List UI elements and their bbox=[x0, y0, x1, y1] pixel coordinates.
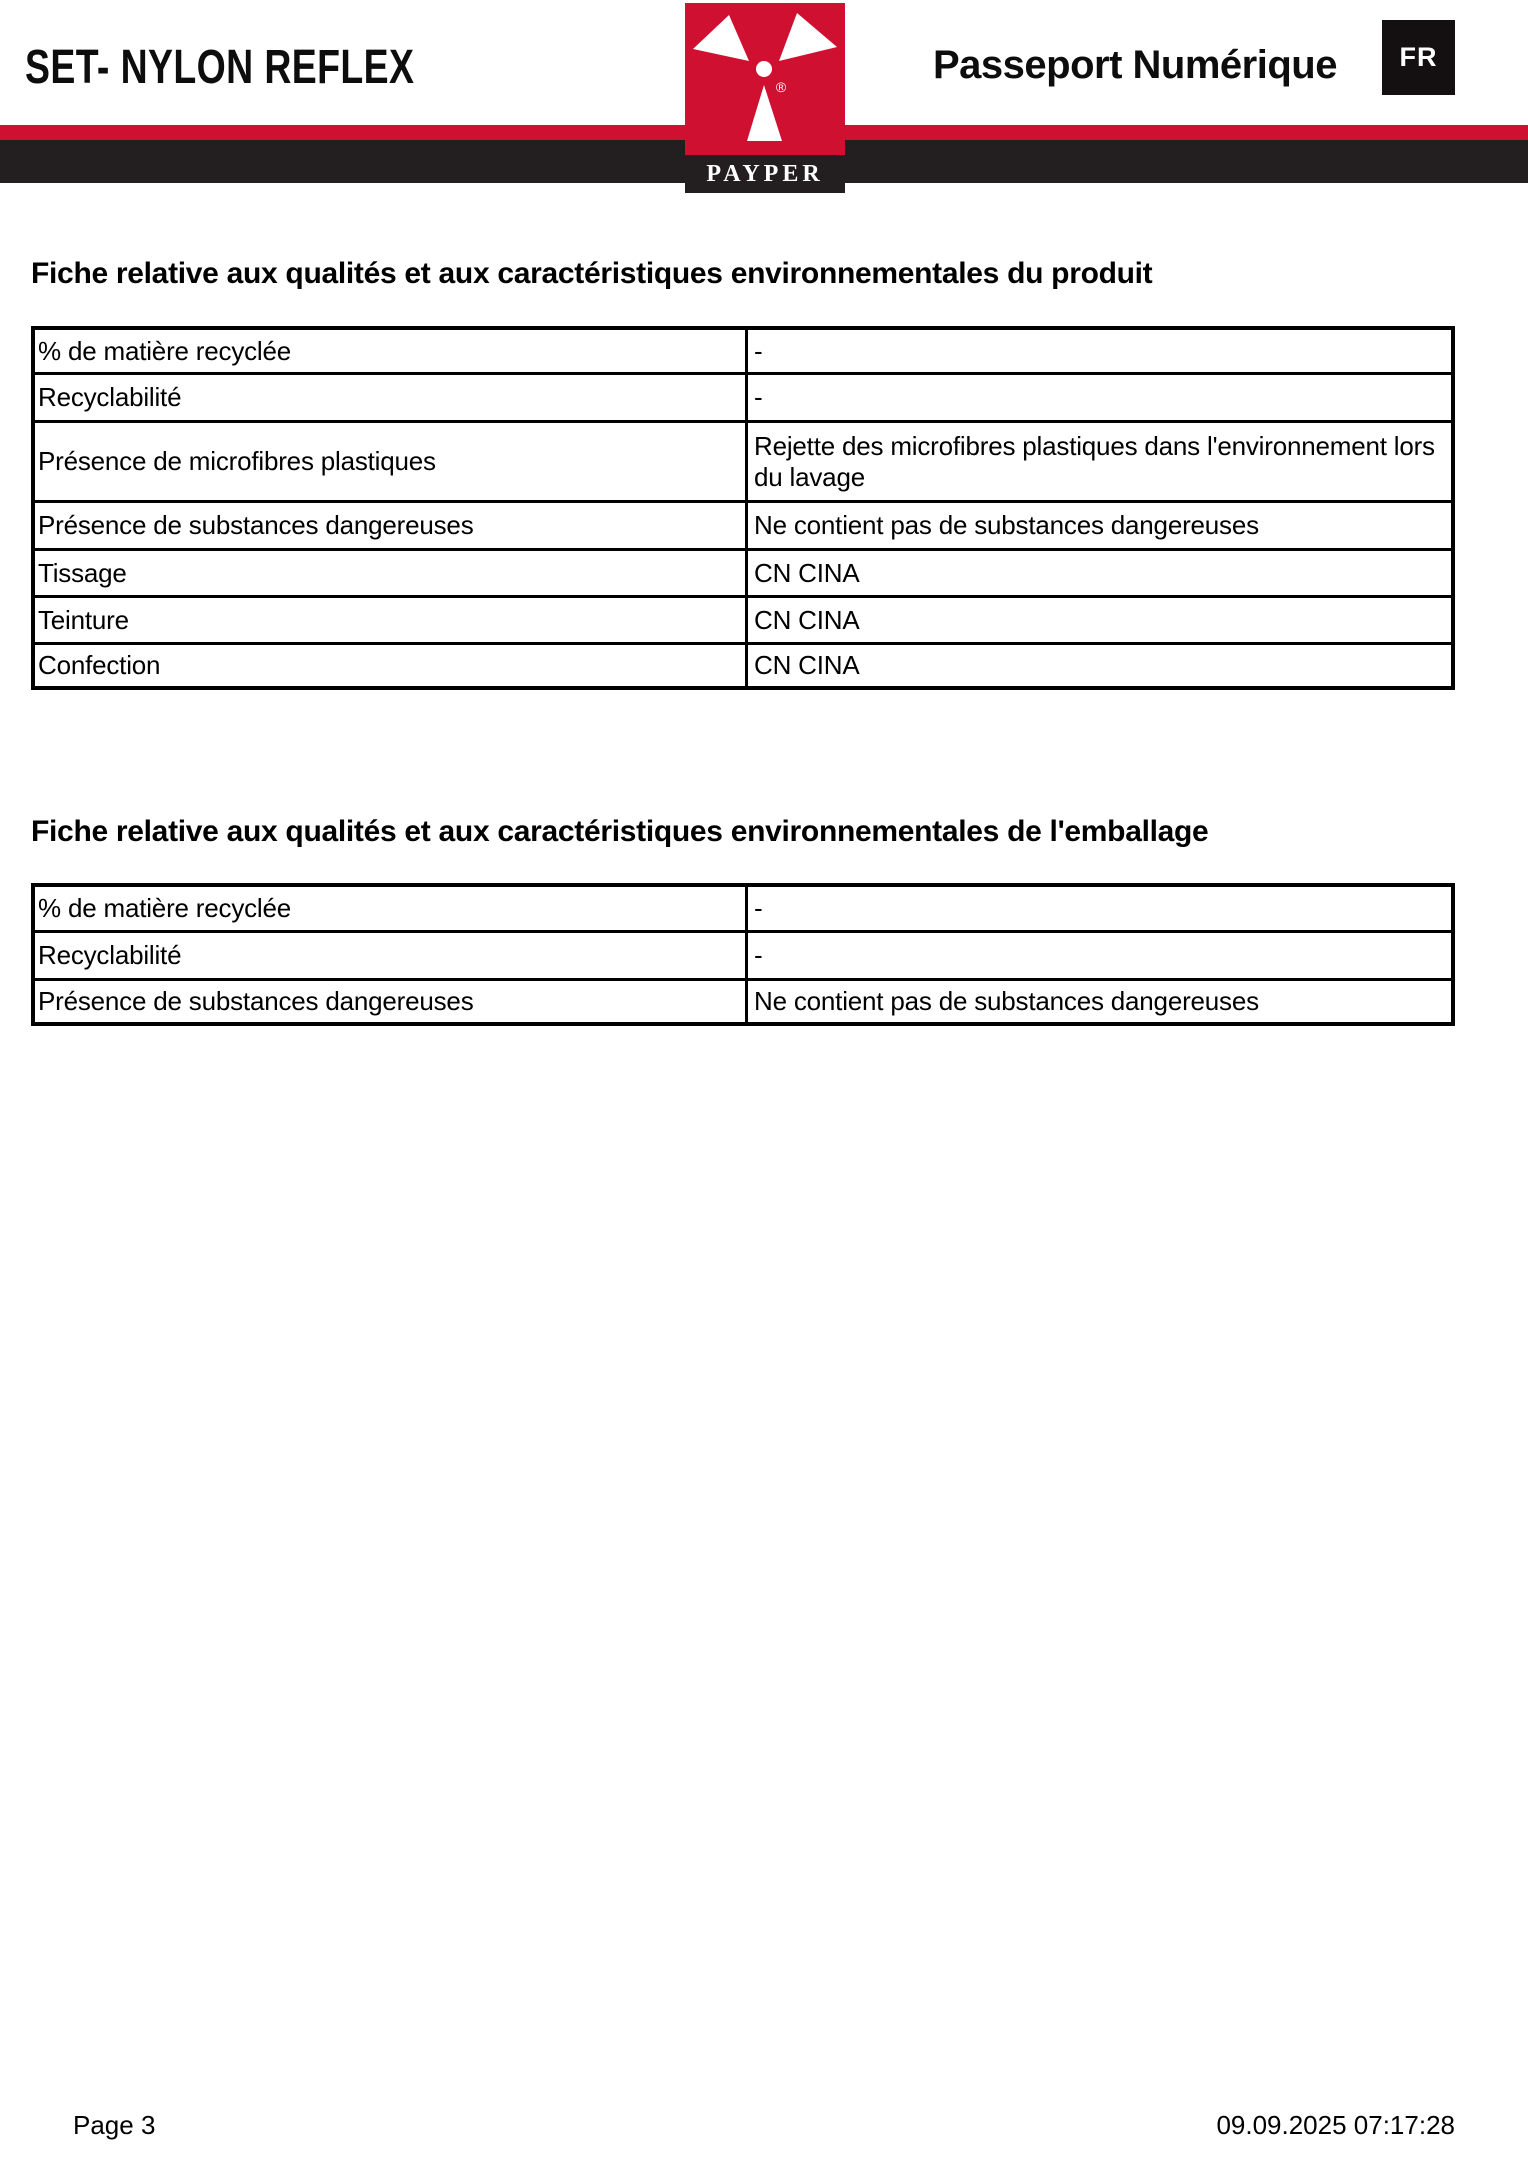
row-value: CN CINA bbox=[745, 595, 1451, 642]
row-value: Rejette des microfibres plastiques dans l'environnement lors du lavage bbox=[745, 420, 1451, 500]
payper-logo-wordmark: PAYPER bbox=[685, 155, 845, 193]
row-value: Ne contient pas de substances dangereuses bbox=[745, 500, 1451, 548]
row-value: - bbox=[745, 330, 1451, 372]
row-label: Présence de substances dangereuses bbox=[35, 978, 745, 1022]
row-value: CN CINA bbox=[745, 642, 1451, 686]
payper-logo bbox=[685, 3, 845, 193]
row-value: - bbox=[745, 930, 1451, 978]
row-value: - bbox=[745, 887, 1451, 930]
row-label: Confection bbox=[35, 642, 745, 686]
svg-text:®: ® bbox=[775, 79, 787, 95]
row-value: CN CINA bbox=[745, 548, 1451, 595]
row-label: Présence de microfibres plastiques bbox=[35, 420, 745, 500]
row-label: Présence de substances dangereuses bbox=[35, 500, 745, 548]
row-label: Tissage bbox=[35, 548, 745, 595]
product-title: SET- NYLON REFLEX bbox=[25, 41, 415, 94]
row-label: % de matière recyclée bbox=[38, 893, 292, 923]
section-title-product: Fiche relative aux qualités et aux caractéristiques environnementales du produit bbox=[31, 257, 1153, 290]
row-label: Recyclabilité bbox=[35, 372, 745, 420]
windmill-icon bbox=[685, 3, 845, 155]
row-label: % de matière recyclée bbox=[38, 335, 292, 366]
language-badge: FR bbox=[1382, 20, 1455, 95]
product-table bbox=[31, 326, 1455, 690]
section-title-packaging: Fiche relative aux qualités et aux caractéristiques environnementales de l'emballage bbox=[31, 815, 1209, 848]
payper-logo-mark bbox=[685, 3, 845, 155]
row-value: Ne contient pas de substances dangereuses bbox=[745, 978, 1451, 1022]
timestamp: 09.09.2025 07:17:28 bbox=[1216, 2110, 1455, 2140]
row-label: Teinture bbox=[35, 595, 745, 642]
row-label: Recyclabilité bbox=[35, 930, 745, 978]
row-value: - bbox=[745, 372, 1451, 420]
packaging-table bbox=[31, 883, 1455, 1026]
page-number: Page 3 bbox=[73, 2110, 156, 2140]
document-title: Passeport Numérique bbox=[933, 43, 1337, 87]
